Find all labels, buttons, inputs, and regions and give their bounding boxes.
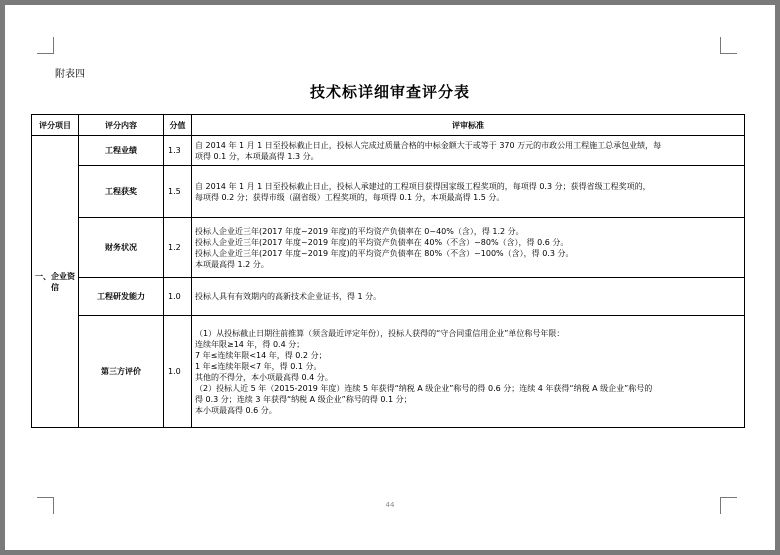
category-cell: 一、企业资信 (32, 136, 79, 428)
content-cell: 工程业绩 (79, 136, 164, 166)
table-header-row (32, 115, 745, 136)
content-cell: 第三方评价 (79, 316, 164, 428)
header-score: 分值 (164, 115, 192, 136)
table-row (32, 278, 745, 316)
document-page (5, 5, 775, 550)
criteria-line: 7 年≤连续年限<14 年，得 0.2 分； (195, 350, 327, 360)
criteria-line: 自 2014 年 1 月 1 日至投标截止日止，投标人承建过的工程项目获得国家级工程奖项的，每项得 0.3 分；获得省级工程奖项的， (195, 181, 651, 191)
criteria-line: 投标人企业近三年(2017 年度~2019 年度)的平均资产负债率在 80%（不含）~100%（含），得 0.3 分。 (195, 248, 574, 258)
table-row (32, 316, 745, 428)
content-cell: 工程获奖 (79, 166, 164, 218)
criteria-line: 投标人企业近三年(2017 年度~2019 年度)的平均资产负债率在 0~40%（含），得 1.2 分。 (195, 226, 524, 236)
content-cell: 财务状况 (79, 218, 164, 278)
criteria-line: 其他的不得分，本小项最高得 0.4 分。 (195, 372, 333, 382)
score-cell: 1.2 (164, 218, 192, 278)
criteria-line: 自 2014 年 1 月 1 日至投标截止日止，投标人完成过质量合格的中标金额大于或等于 370 万元的市政公用工程施工总承包业绩，每 (195, 140, 662, 150)
criteria-line: 项得 0.1 分，本项最高得 1.3 分。 (195, 151, 319, 161)
content-cell: 工程研发能力 (79, 278, 164, 316)
scoring-table (31, 114, 745, 428)
criteria-line: （2）投标人近 5 年（2015-2019 年度）连续 5 年获得“纳税 A 级企业”称号的得 0.6 分；连续 4 年获得“纳税 A 级企业”称号的 (195, 383, 653, 393)
crop-mark-top-left (37, 37, 54, 54)
appendix-label: 附表四 (55, 69, 85, 80)
score-cell: 1.0 (164, 316, 192, 428)
header-content: 评分内容 (79, 115, 164, 136)
criteria-line: （1）从投标截止日期往前推算（须含最近评定年份），投标人获得的“守合同重信用企业”单位称号年限： (195, 328, 565, 338)
page-title: 技术标详细审查评分表 (309, 83, 470, 101)
criteria-line: 每项得 0.2 分；获得市级（副省级）工程奖项的，每项得 0.1 分，本项最高得 1.5 分。 (195, 192, 505, 202)
table-row (32, 136, 745, 166)
score-cell: 1.3 (164, 136, 192, 166)
header-criteria: 评审标准 (192, 115, 745, 136)
table-row (32, 166, 745, 218)
criteria-line: 本小项最高得 0.6 分。 (195, 405, 277, 415)
criteria-cell (192, 136, 745, 166)
crop-mark-top-right (720, 37, 737, 54)
criteria-cell (192, 278, 745, 316)
page-number: 44 (385, 501, 395, 509)
criteria-cell (192, 218, 745, 278)
criteria-line: 本项最高得 1.2 分。 (195, 259, 269, 269)
header-item: 评分项目 (32, 115, 79, 136)
criteria-line: 投标人具有有效期内的高新技术企业证书，得 1 分。 (195, 292, 382, 301)
criteria-line: 1 年≤连续年限<7 年，得 0.1 分。 (195, 361, 322, 371)
table-row (32, 218, 745, 278)
criteria-cell (192, 316, 745, 428)
score-cell: 1.0 (164, 278, 192, 316)
criteria-line: 投标人企业近三年(2017 年度~2019 年度)的平均资产负债率在 40%（不含）~80%（含），得 0.6 分。 (195, 237, 569, 247)
criteria-line: 连续年限≥14 年，得 0.4 分； (195, 339, 305, 349)
criteria-cell (192, 166, 745, 218)
score-cell: 1.5 (164, 166, 192, 218)
criteria-line: 得 0.3 分；连续 3 年获得“纳税 A 级企业”称号的得 0.1 分； (195, 394, 412, 404)
